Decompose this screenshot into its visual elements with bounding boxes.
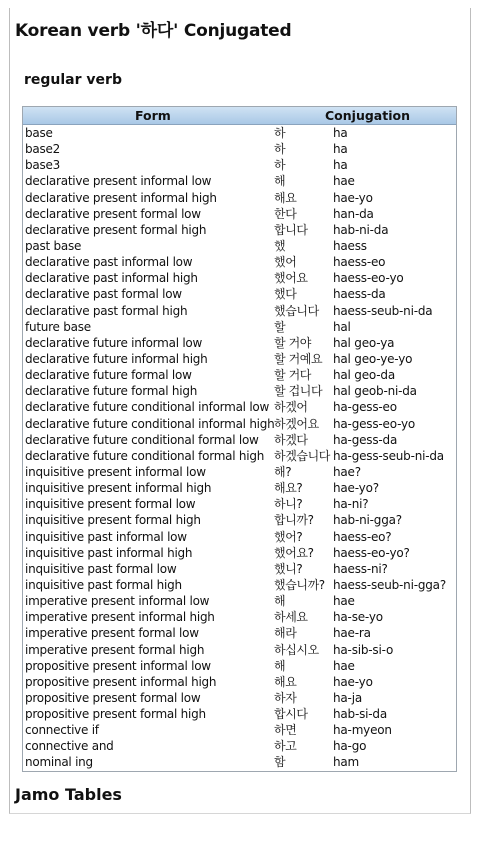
hangul-cell: 했어요? xyxy=(274,545,314,560)
form-cell: propositive present informal high xyxy=(25,674,217,689)
form-cell: inquisitive present formal low xyxy=(25,497,196,512)
form-cell: inquisitive past formal low xyxy=(25,561,177,576)
form-cell: declarative future formal high xyxy=(25,384,198,399)
form-cell: inquisitive past formal high xyxy=(25,577,182,592)
romanization-cell: ha xyxy=(333,158,348,173)
table-row xyxy=(23,593,456,609)
section-subtitle: regular verb xyxy=(24,72,122,88)
romanization-cell: hal geo-da xyxy=(333,368,395,383)
romanization-cell: hae-ra xyxy=(333,626,371,641)
romanization-cell: hae-yo xyxy=(333,674,373,689)
hangul-cell: 하겠어 xyxy=(274,400,308,415)
form-cell: declarative future conditional formal low xyxy=(25,432,259,447)
romanization-cell: ha-gess-da xyxy=(333,432,398,447)
header-form: Form xyxy=(135,108,171,123)
form-cell: imperative present informal low xyxy=(25,594,210,609)
hangul-cell: 함 xyxy=(274,755,286,770)
hangul-cell: 했습니까? xyxy=(274,577,325,592)
romanization-cell: ha-gess-eo xyxy=(333,400,397,415)
table-row xyxy=(23,529,456,545)
hangul-cell: 하니? xyxy=(274,497,303,512)
table-row xyxy=(23,254,456,270)
romanization-cell: han-da xyxy=(333,206,374,221)
table-row xyxy=(23,625,456,641)
hangul-cell: 합시다 xyxy=(274,707,308,722)
hangul-cell: 하면 xyxy=(274,723,297,738)
table-row xyxy=(23,319,456,335)
table-row xyxy=(23,286,456,302)
romanization-cell: hal xyxy=(333,319,351,334)
romanization-cell: haess-seub-ni-gga? xyxy=(333,577,446,592)
romanization-cell: hae xyxy=(333,174,355,189)
hangul-cell: 합니까? xyxy=(274,513,314,528)
romanization-cell: hae-yo? xyxy=(333,481,379,496)
hangul-cell: 해요? xyxy=(274,481,303,496)
hangul-cell: 해 xyxy=(274,658,286,673)
table-row xyxy=(23,448,456,464)
table-row xyxy=(23,561,456,577)
romanization-cell: haess-ni? xyxy=(333,561,388,576)
table-row xyxy=(23,303,456,319)
romanization-cell: ha xyxy=(333,142,348,157)
table-row xyxy=(23,206,456,222)
hangul-cell: 한다 xyxy=(274,206,297,221)
hangul-cell: 해라 xyxy=(274,626,297,641)
romanization-cell: ha-sib-si-o xyxy=(333,642,394,657)
hangul-cell: 했습니다 xyxy=(274,303,319,318)
table-header xyxy=(23,107,456,125)
romanization-cell: ham xyxy=(333,755,360,770)
table-row xyxy=(23,416,456,432)
jamo-tables-heading: Jamo Tables xyxy=(15,785,122,804)
hangul-cell: 했니? xyxy=(274,561,303,576)
romanization-cell: haess-eo? xyxy=(333,529,392,544)
table-row xyxy=(23,642,456,658)
form-cell: declarative present informal low xyxy=(25,174,212,189)
hangul-cell: 하고 xyxy=(274,739,297,754)
hangul-cell: 하 xyxy=(274,126,286,140)
romanization-cell: haess-eo-yo xyxy=(333,271,404,286)
table-row xyxy=(23,706,456,722)
romanization-cell: haess-eo xyxy=(333,255,386,270)
table-row xyxy=(23,141,456,157)
form-cell: declarative present formal high xyxy=(25,222,207,237)
hangul-cell: 하겠어요 xyxy=(274,416,319,431)
hangul-cell: 하세요 xyxy=(274,610,308,625)
table-row xyxy=(23,399,456,415)
romanization-cell: hab-si-da xyxy=(333,707,387,722)
form-cell: propositive present informal low xyxy=(25,658,211,673)
table-row xyxy=(23,496,456,512)
romanization-cell: ha-ja xyxy=(333,690,362,705)
table-row xyxy=(23,464,456,480)
table-row xyxy=(23,125,456,141)
romanization-cell: ha-gess-eo-yo xyxy=(333,416,416,431)
form-cell: declarative future informal high xyxy=(25,351,208,366)
table-row xyxy=(23,545,456,561)
form-cell: declarative future conditional informal high xyxy=(25,416,275,431)
table-body xyxy=(23,125,456,771)
table-row xyxy=(23,173,456,189)
form-cell: base3 xyxy=(25,158,60,173)
page-title: Korean verb '하다' Conjugated xyxy=(15,21,292,41)
romanization-cell: haess-seub-ni-da xyxy=(333,303,433,318)
hangul-cell: 합니다 xyxy=(274,222,308,237)
table-row xyxy=(23,690,456,706)
form-cell: declarative past informal low xyxy=(25,255,193,270)
hangul-cell: 해 xyxy=(274,594,286,609)
table-row xyxy=(23,674,456,690)
table-row xyxy=(23,270,456,286)
form-cell: imperative present formal high xyxy=(25,642,205,657)
form-cell: propositive present formal high xyxy=(25,707,206,722)
form-cell: base xyxy=(25,126,53,140)
form-cell: base2 xyxy=(25,142,60,157)
romanization-cell: haess-da xyxy=(333,287,386,302)
form-cell: declarative past formal high xyxy=(25,303,188,318)
hangul-cell: 해요 xyxy=(274,674,297,689)
table-row xyxy=(23,367,456,383)
table-row xyxy=(23,238,456,254)
hangul-cell: 했다 xyxy=(274,287,297,302)
hangul-cell: 할 거다 xyxy=(274,368,311,383)
hangul-cell: 했 xyxy=(274,238,286,253)
form-cell: inquisitive past informal low xyxy=(25,529,187,544)
hangul-cell: 할 xyxy=(274,319,286,334)
form-cell: connective if xyxy=(25,723,99,738)
table-row xyxy=(23,432,456,448)
form-cell: declarative future conditional informal low xyxy=(25,400,270,415)
form-cell: declarative past formal low xyxy=(25,287,182,302)
form-cell: imperative present informal high xyxy=(25,610,215,625)
romanization-cell: ha-gess-seub-ni-da xyxy=(333,448,444,463)
romanization-cell: ha-myeon xyxy=(333,723,392,738)
romanization-cell: hae xyxy=(333,594,355,609)
romanization-cell: ha-ni? xyxy=(333,497,369,512)
form-cell: declarative present formal low xyxy=(25,206,201,221)
table-row xyxy=(23,577,456,593)
hangul-cell: 하겠다 xyxy=(274,432,308,447)
romanization-cell: hal geo-ye-yo xyxy=(333,351,413,366)
table-row xyxy=(23,383,456,399)
table-row xyxy=(23,335,456,351)
form-cell: connective and xyxy=(25,739,114,754)
hangul-cell: 하 xyxy=(274,158,286,173)
romanization-cell: hae? xyxy=(333,464,361,479)
romanization-cell: hal geo-ya xyxy=(333,335,395,350)
form-cell: inquisitive present informal low xyxy=(25,464,206,479)
form-cell: declarative present informal high xyxy=(25,190,217,205)
romanization-cell: hae-yo xyxy=(333,190,373,205)
table-row xyxy=(23,722,456,738)
table-row xyxy=(23,738,456,754)
hangul-cell: 하 xyxy=(274,142,286,157)
table-row xyxy=(23,512,456,528)
header-conjugation: Conjugation xyxy=(325,108,410,123)
romanization-cell: ha xyxy=(333,126,348,140)
hangul-cell: 했어? xyxy=(274,529,303,544)
romanization-cell: haess-eo-yo? xyxy=(333,545,410,560)
romanization-cell: haess xyxy=(333,238,367,253)
hangul-cell: 해? xyxy=(274,464,292,479)
table-row xyxy=(23,609,456,625)
table-row xyxy=(23,754,456,770)
conjugation-table xyxy=(22,106,457,772)
hangul-cell: 할 거예요 xyxy=(274,351,323,366)
table-row xyxy=(23,658,456,674)
table-row xyxy=(23,480,456,496)
hangul-cell: 했어요 xyxy=(274,271,308,286)
hangul-cell: 했어 xyxy=(274,255,297,270)
form-cell: inquisitive present formal high xyxy=(25,513,201,528)
romanization-cell: hab-ni-da xyxy=(333,222,389,237)
hangul-cell: 하겠습니다 xyxy=(274,448,330,463)
table-row xyxy=(23,222,456,238)
hangul-cell: 하십시오 xyxy=(274,642,319,657)
form-cell: inquisitive present informal high xyxy=(25,481,212,496)
form-cell: propositive present formal low xyxy=(25,690,201,705)
romanization-cell: hab-ni-gga? xyxy=(333,513,402,528)
hangul-cell: 할 겁니다 xyxy=(274,384,323,399)
table-row xyxy=(23,190,456,206)
form-cell: future base xyxy=(25,319,91,334)
form-cell: imperative present formal low xyxy=(25,626,199,641)
form-cell: declarative future formal low xyxy=(25,368,192,383)
form-cell: declarative future informal low xyxy=(25,335,203,350)
hangul-cell: 하자 xyxy=(274,690,297,705)
form-cell: past base xyxy=(25,238,82,253)
hangul-cell: 할 거야 xyxy=(274,335,311,350)
form-cell: declarative future conditional formal high xyxy=(25,448,265,463)
table-row xyxy=(23,157,456,173)
romanization-cell: hae xyxy=(333,658,355,673)
form-cell: declarative past informal high xyxy=(25,271,198,286)
romanization-cell: ha-go xyxy=(333,739,367,754)
table-row xyxy=(23,351,456,367)
form-cell: nominal ing xyxy=(25,755,93,770)
hangul-cell: 해 xyxy=(274,174,286,189)
romanization-cell: ha-se-yo xyxy=(333,610,383,625)
hangul-cell: 해요 xyxy=(274,190,297,205)
romanization-cell: hal geob-ni-da xyxy=(333,384,417,399)
form-cell: inquisitive past informal high xyxy=(25,545,193,560)
